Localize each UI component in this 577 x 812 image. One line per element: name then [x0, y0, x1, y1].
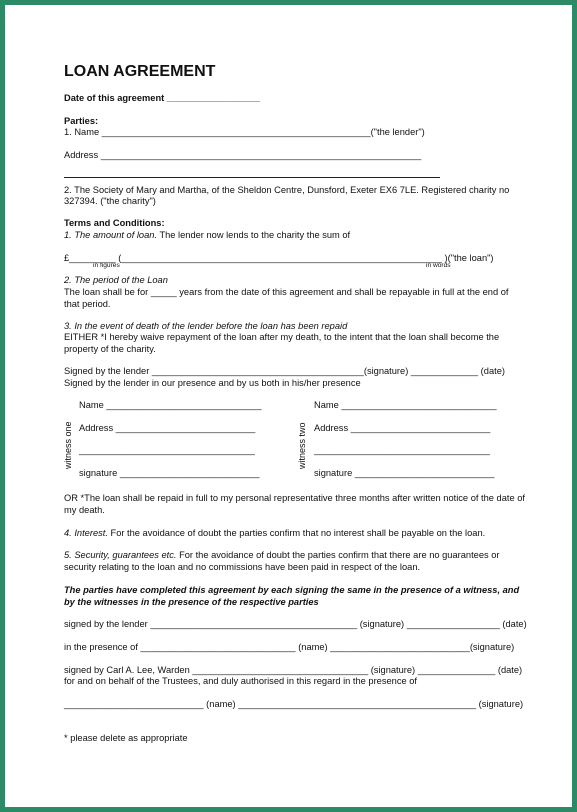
- address-continuation-line[interactable]: [64, 177, 440, 178]
- warden-signature-field[interactable]: signed by Carl A. Lee, Warden __________________________________ (signature) _______________ (date): [64, 665, 523, 675]
- witness-one-signature-field[interactable]: signature ___________________________: [79, 468, 260, 478]
- terms-heading: Terms and Conditions:: [64, 218, 165, 228]
- in-presence-of-field[interactable]: in the presence of ______________________________ (name) ___________________________(signature): [64, 642, 515, 652]
- lender-address-field[interactable]: Address ______________________________________________________________: [64, 150, 422, 160]
- term5-body: For the avoidance of doubt the parties confirm that there are no guarantees or security relating to the loan and no commissions have been paid in respect of the loan.: [64, 550, 500, 572]
- term2-text: The loan shall be for _____ years from the date of this agreement and shall be repayable in full at the end of that period.: [64, 287, 509, 309]
- witness-one-label: witness one: [63, 421, 73, 469]
- party2-line1: 2. The Society of Mary and Martha, of the Sheldon Centre, Dunsford, Exeter EX6 7LE. Registered charity no: [64, 185, 510, 195]
- signed-by-lender-field[interactable]: Signed by the lender _________________________________________(signature) _____________ (date): [64, 366, 505, 376]
- term1-text: [64, 229, 350, 241]
- witness-one-address-line2[interactable]: __________________________________: [79, 445, 255, 455]
- term5-text: [64, 549, 526, 573]
- term4-heading: 4. Interest.: [64, 528, 108, 538]
- signed-in-presence-text: Signed by the lender in our presence and by us both in his/her presence: [64, 378, 361, 388]
- footnote: * please delete as appropriate: [64, 733, 188, 743]
- witness-two-address-line2[interactable]: __________________________________: [314, 445, 490, 455]
- or-clause-text: OR *The loan shall be repaid in full to my personal representative three months after written notice of the date of my death.: [64, 493, 525, 515]
- signed-by-lender-final-field[interactable]: signed by the lender ________________________________________ (signature) __________________ (date): [64, 619, 527, 629]
- parties-heading: Parties:: [64, 116, 99, 126]
- witness-two-signature-field[interactable]: signature ___________________________: [314, 468, 495, 478]
- term1-heading: 1. The amount of loan.: [64, 230, 158, 240]
- in-figures-caption: in figures: [93, 262, 120, 269]
- final-witness-field[interactable]: ___________________________ (name) ______________________________________________ (signature): [64, 699, 524, 709]
- in-words-caption: in words: [426, 262, 451, 269]
- witness-two-name-field[interactable]: Name ______________________________: [314, 400, 497, 410]
- party2-line2: 327394. ("the charity"): [64, 196, 156, 206]
- witness-two-address-field[interactable]: Address ___________________________: [314, 423, 491, 433]
- lender-name-field[interactable]: 1. Name ____________________________________________________("the lender"): [64, 127, 425, 137]
- loan-amount-field[interactable]: £_________ (______________________________________________________________ )("the loan"): [64, 253, 494, 263]
- witness-two-label: witness two: [297, 422, 307, 469]
- date-of-agreement-field[interactable]: Date of this agreement __________________: [64, 93, 260, 103]
- term3-text: EITHER *I hereby waive repayment of the loan after my death, to the intent that the loan shall become the property of the charity.: [64, 332, 500, 354]
- term1-body: The lender now lends to the charity the sum of: [157, 230, 351, 240]
- witness-one-name-field[interactable]: Name ______________________________: [79, 400, 262, 410]
- term4-body: For the avoidance of doubt the parties confirm that no interest shall be payable on the loan.: [107, 528, 486, 538]
- on-behalf-text: for and on behalf of the Trustees, and duly authorised in this regard in the presence of: [64, 676, 417, 686]
- document-page: [11, 11, 566, 801]
- term3-heading: 3. In the event of death of the lender before the loan has been repaid: [64, 321, 348, 331]
- term4-text: [64, 527, 485, 539]
- completion-statement: The parties have completed this agreement by each signing the same in the presence of a witness, and by the witnesses in the presence of the respective parties: [64, 585, 520, 607]
- term2-heading: 2. The period of the Loan: [64, 275, 168, 285]
- document-title: LOAN AGREEMENT: [64, 63, 216, 80]
- term5-heading: 5. Security, guarantees etc.: [64, 550, 177, 560]
- witness-one-address-field[interactable]: Address ___________________________: [79, 423, 256, 433]
